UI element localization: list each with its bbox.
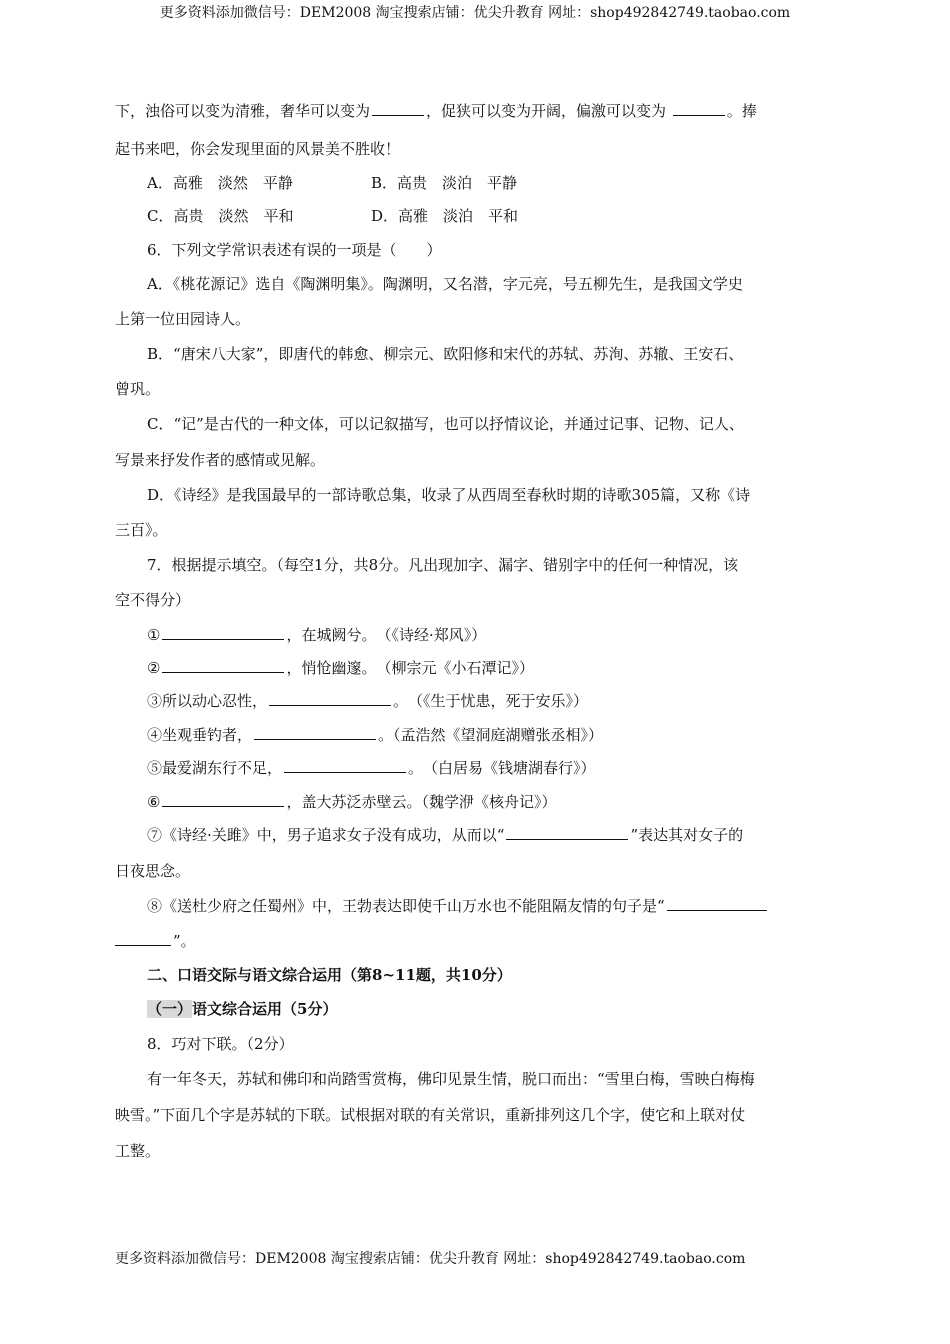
- q8-stem: 8．巧对下联。（2分）: [147, 1035, 294, 1053]
- q6-option-c-line-1: C．“记”是古代的一种文体，可以记叙描写，也可以抒情议论，并通过记事、记物、记人、: [147, 415, 744, 433]
- q7-item-7-text: ”表达其对女子的: [630, 826, 744, 844]
- q6-option-d-line-1: D．《诗经》是我国最早的一部诗歌总集，收录了从西周至春秋时期的诗歌305篇，又称《诗: [147, 486, 751, 504]
- q6-option-d-line-2: 三百》。: [115, 521, 168, 539]
- q6-option-b-line-2: 曾巩。: [115, 380, 161, 398]
- q8-paragraph-line-1: 有一年冬天，苏轼和佛印和尚踏雪赏梅，佛印见景生情，脱口而出：“雪里白梅，雪映白梅梅: [147, 1070, 755, 1088]
- q7-item-6: [147, 791, 556, 812]
- q7-item-1-text: ，在城阙兮。 （《诗经·郑风》）: [286, 626, 487, 644]
- q5-option-b: B．高贵 淡泊 平静: [371, 174, 518, 192]
- q7-item-2-label: ②: [147, 659, 161, 677]
- q7-item-8-text: ”。: [173, 932, 196, 950]
- q5-blank-1[interactable]: [372, 101, 424, 116]
- q7-item-1-label: ①: [147, 626, 161, 644]
- q8-paragraph-line-3: 工整。: [115, 1142, 161, 1160]
- q8-paragraph-line-2: 映雪。”下面几个字是苏轼的下联。试根据对联的有关常识，重新排列这几个字，使它和上联对仗: [115, 1106, 746, 1124]
- q6-option-a-line-2: 上第一位田园诗人。: [115, 310, 251, 328]
- q5-text-b: ，促狭可以变为开阔，偏激可以变为: [426, 102, 667, 120]
- q7-item-7: [147, 824, 743, 845]
- q7-item-2-blank[interactable]: [162, 658, 284, 673]
- section-2-subtitle-marker: （一）: [147, 1000, 193, 1018]
- q5-option-a: A．高雅 淡然 平静: [147, 174, 293, 192]
- q5-option-d: D．高雅 淡泊 平和: [371, 207, 519, 225]
- q5-line-1: [115, 100, 757, 121]
- page-header: 更多资料添加微信号：DEM2008 淘宝搜索店铺：优尖升教育 网址：shop492842749.taobao.com: [159, 5, 791, 21]
- q6-stem: 6．下列文学常识表述有误的一项是（ ）: [147, 241, 442, 259]
- q6-option-c-line-2: 写景来抒发作者的感情或见解。: [115, 451, 326, 469]
- q7-item-3: [147, 690, 588, 711]
- q7-item-8: [147, 895, 769, 916]
- q7-item-5-blank[interactable]: [284, 758, 406, 773]
- q5-text-c: 。捧: [726, 102, 757, 120]
- q7-item-8-blank-a[interactable]: [667, 896, 767, 911]
- section-2-subtitle-text: 语文综合运用（5分）: [192, 1000, 338, 1018]
- q5-text-a: 下，浊俗可以变为清雅，奢华可以变为: [115, 102, 371, 120]
- q7-item-5: [147, 757, 596, 778]
- q7-item-7-line-2: 日夜思念。: [115, 862, 191, 880]
- q6-option-b-line-1: B．“唐宋八大家”，即唐代的韩愈、柳宗元、欧阳修和宋代的苏轼、苏洵、苏辙、王安石、: [147, 345, 744, 363]
- q7-item-5-text: 。 （白居易《钱塘湖春行》）: [408, 759, 596, 777]
- q7-item-2-text: ，悄怆幽邃。 （柳宗元《小石潭记》）: [286, 659, 534, 677]
- section-2-subtitle: [147, 998, 337, 1019]
- q7-item-3-label: ③所以动心忍性，: [147, 692, 268, 710]
- q7-item-2: [147, 657, 534, 678]
- q7-item-4-label: ④坐观垂钓者，: [147, 726, 253, 744]
- q5-blank-2[interactable]: [673, 101, 725, 116]
- section-2-title: 二、口语交际与语文综合运用（第8~11题，共10分）: [147, 966, 512, 984]
- q7-item-7-label: ⑦《诗经·关雎》中，男子追求女子没有成功，从而以“: [147, 826, 505, 844]
- q7-item-6-blank[interactable]: [162, 792, 284, 807]
- q7-item-4: [147, 724, 603, 745]
- q7-item-4-blank[interactable]: [254, 725, 376, 740]
- q6-option-a-line-1: A．《桃花源记》选自《陶渊明集》。陶渊明，又名潜，字元亮，号五柳先生，是我国文学史: [147, 275, 743, 293]
- q7-item-1: [147, 624, 486, 645]
- q7-item-1-blank[interactable]: [162, 625, 284, 640]
- q7-item-8-line-2: [115, 930, 196, 951]
- q5-options-row-1: [147, 172, 647, 193]
- q5-option-c: C．高贵 淡然 平和: [147, 207, 294, 225]
- q7-item-6-text: ，盖大苏泛赤壁云。（魏学洢《核舟记》）: [286, 793, 557, 811]
- q7-stem-line-2: 空不得分）: [115, 591, 191, 609]
- q7-item-8-blank-b[interactable]: [115, 931, 171, 946]
- q5-line-2: 起书来吧，你会发现里面的风景美不胜收！: [115, 140, 401, 158]
- q7-item-3-text: 。 （《生于忧患，死于安乐》）: [393, 692, 589, 710]
- q7-stem-line-1: 7．根据提示填空。（每空1分，共8分。凡出现加字、漏字、错别字中的任何一种情况，该: [147, 556, 739, 574]
- q7-item-5-label: ⑤最爱湖东行不足，: [147, 759, 283, 777]
- q7-item-7-blank[interactable]: [506, 825, 628, 840]
- q7-item-3-blank[interactable]: [269, 691, 391, 706]
- q7-item-8-label: ⑧《送杜少府之任蜀州》中，王勃表达即使千山万水也不能阻隔友情的句子是“: [147, 897, 665, 915]
- q5-options-row-2: [147, 205, 647, 226]
- page-footer: 更多资料添加微信号：DEM2008 淘宝搜索店铺：优尖升教育 网址：shop492842749.taobao.com: [115, 1251, 746, 1267]
- q7-item-4-text: 。（孟浩然《望洞庭湖赠张丞相》）: [378, 726, 604, 744]
- q7-item-6-label: ⑥: [147, 793, 161, 811]
